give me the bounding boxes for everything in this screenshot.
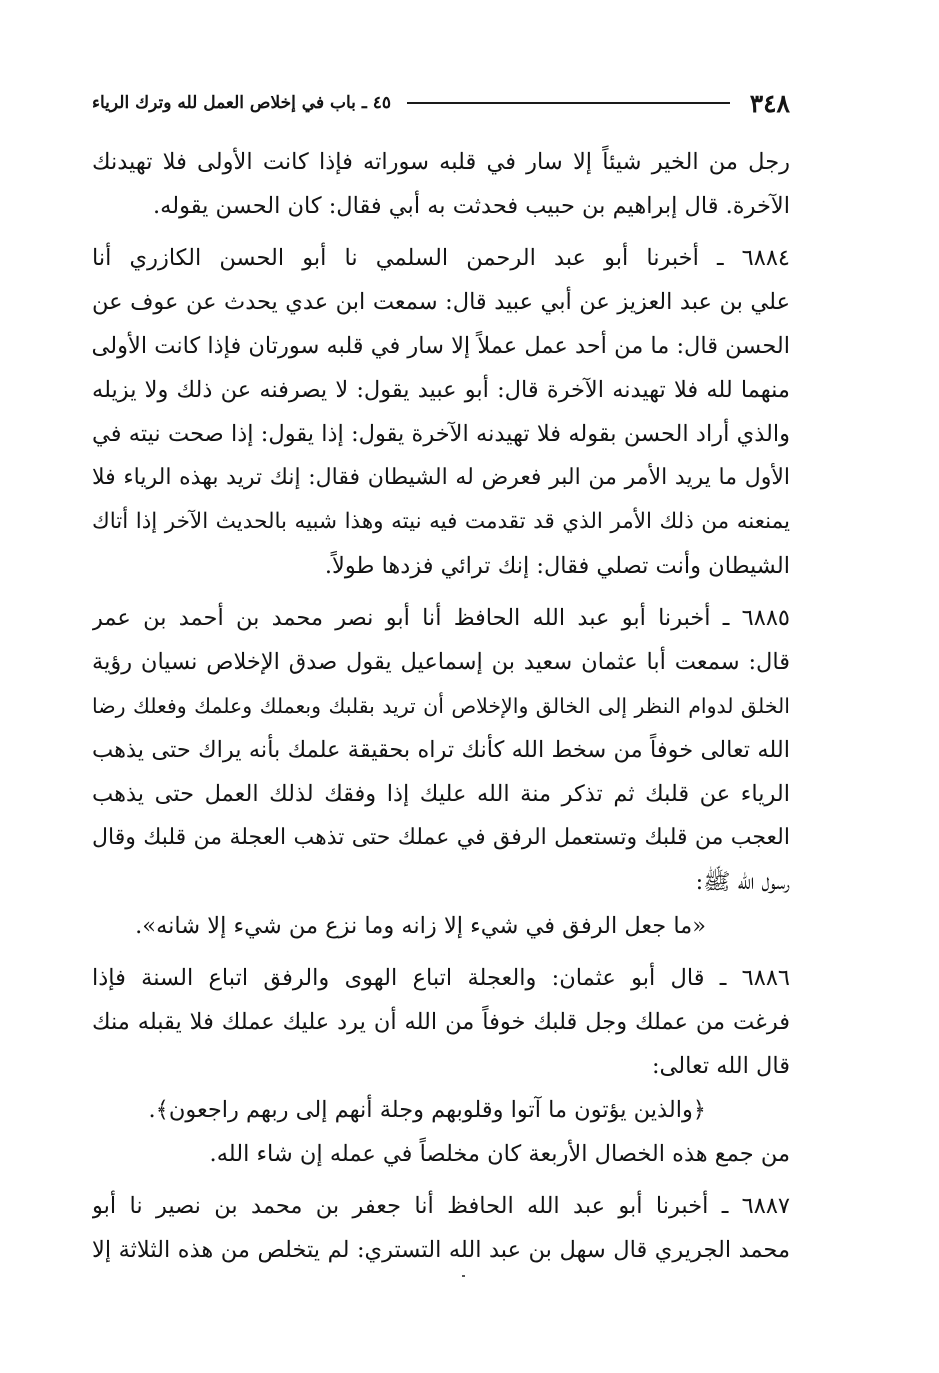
header-rule [407,102,730,104]
running-head [92,86,790,120]
hadith-6886-line: ٦٨٨٦ ـ قال أبو عثمان: والعجلة اتباع الهوى والرفق اتباع السنة فإذا [92,965,790,991]
text-line: قال الله تعالى: [651,1053,790,1079]
text-line: رسول الله ﷺ: [695,869,790,895]
text-line: الله تعالى خوفاً من سخط الله كأنك تراه بحقيقة علمك بأنه يراك حتى يذهب [92,737,790,763]
chapter-title: ٤٥ ـ باب في إخلاص العمل لله وترك الرياء [92,93,391,113]
page-number: ٣٤٨ [749,88,790,118]
text-line: علي بن عبد العزيز عن أبي عبيد قال: سمعت ابن عدي يحدث عن عوف عن [92,289,790,315]
text-line: الآخرة. قال إبراهيم بن حبيب فحدثت به أبي فقال: كان الحسن يقوله. [153,193,790,219]
text-line: الرياء عن قلبك ثم تذكر منة الله عليك إذا وفقك لذلك العمل حتى يذهب [92,781,790,807]
text-line: من جمع هذه الخصال الأربعة كان مخلصاً في عمله إن شاء الله. [209,1141,790,1167]
text-line: الشيطان وأنت تصلي فقال: إنك ترائي فزدها طولاً. [324,553,790,579]
text-line: والذي أراد الحسن بقوله فلا تهيدنه الآخرة يقول: إذا يقول: إذا صحت نيته في [92,421,790,447]
text-line: منهما لله فلا تهيدنه الآخرة قال: أبو عبيد يقول: لا يصرفنه عن ذلك ولا يزيله [92,377,790,403]
hadith-6887-line: ٦٨٨٧ ـ أخبرنا أبو عبد الله الحافظ أنا جعفر بن محمد بن نصير نا أبو [92,1193,790,1219]
main-text [92,140,790,1272]
text-line: قال: سمعت أبا عثمان سعيد بن إسماعيل يقول صدق الإخلاص نسيان رؤية [92,649,790,675]
text-line: محمد الجريري قال سهل بن عبد الله التستري: لم يتخلص من هذه الثلاثة إلا [92,1237,790,1263]
text-line: فرغت من عملك وجل قلبك خوفاً من الله أن يرد عليك عملك فلا يقبله منك [92,1009,790,1035]
scan-speck [462,1275,465,1277]
hadith-6885-line: ٦٨٨٥ ـ أخبرنا أبو عبد الله الحافظ أنا أبو نصر محمد بن أحمد بن عمر [92,605,790,631]
hadith-6884-line: ٦٨٨٤ ـ أخبرنا أبو عبد الرحمن السلمي نا أبو الحسن الكازري أنا [92,245,790,271]
text-line: رجل من الخير شيئاً إلا سار في قلبه سوراته فإذا كانت الأولى فلا تهيدنك [92,149,790,175]
quran-verse: ﴿والذين يؤتون ما آتوا وقلوبهم وجلة أنهم إلى ربهم راجعون﴾. [148,1097,706,1123]
text-line: يمنعنه من ذلك الأمر الذي قد تقدمت فيه نيته وهذا شبيه بالحديث الآخر إذا أتاك [92,509,790,534]
hadith-quote: «ما جعل الرفق في شيء إلا زانه وما نزع من شيء إلا شانه». [135,913,706,939]
text-line: الأول ما يريد الأمر من البر فعرض له الشيطان فقال: إنك تريد بهذه الرياء فلا [92,465,790,490]
text-line: العجب من قلبك وتستعمل الرفق في عملك حتى تذهب العجلة من قلبك وقال [92,825,790,850]
text-line: الخلق لدوام النظر إلى الخالق والإخلاص أن تريد بقلبك وبعملك وعلمك وفعلك رضا [92,694,790,718]
text-line: الحسن قال: ما من أحد عمل عملاً إلا سار في قلبه سورتان فإذا كانت الأولى [92,333,790,359]
